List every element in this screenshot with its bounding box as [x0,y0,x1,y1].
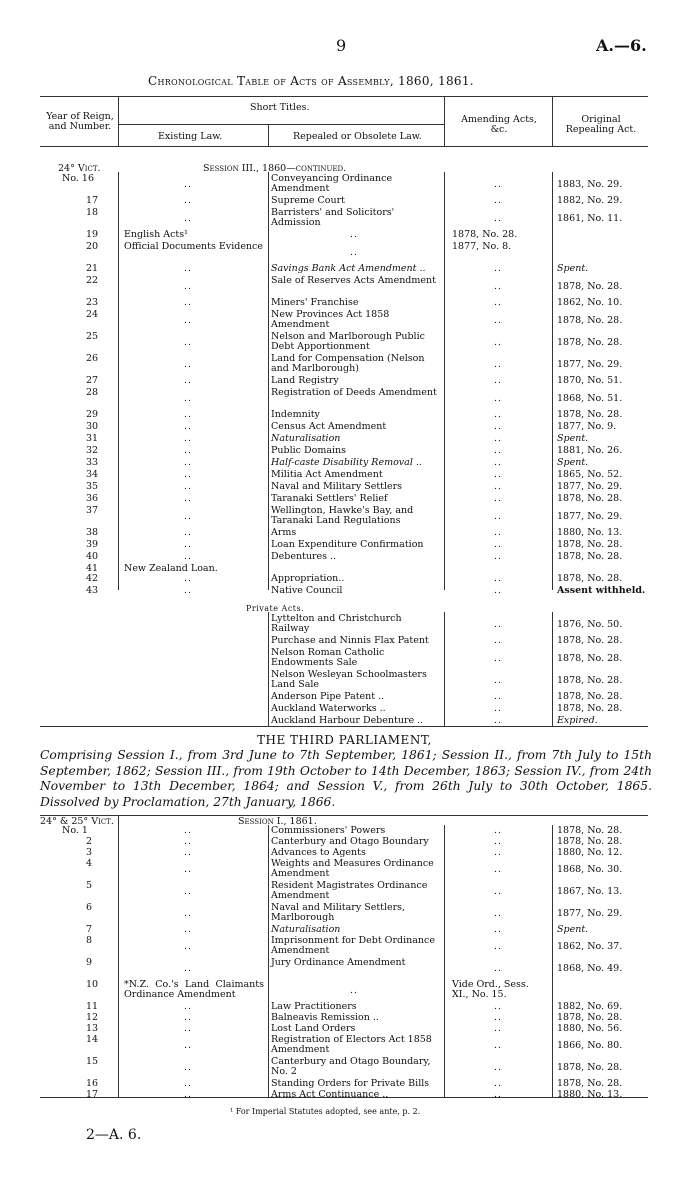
row-number: 27 [86,375,99,386]
repealed-law: Naturalisation [271,924,341,935]
row-number: 33 [86,457,99,468]
row-number: 13 [86,1023,99,1034]
amending-act: .. [494,675,503,686]
doc-ref: A.—6. [596,36,647,55]
row-number: 39 [86,539,99,550]
row-number: 30 [86,421,99,432]
repealed-law: Advances to Agents [271,847,366,858]
original-repealing-act: 1882, No. 29. [557,195,623,206]
amending-act: .. [494,315,503,326]
amending-act: .. [494,941,503,952]
repealed-law: Native Council [271,585,343,596]
original-repealing-act: 1877, No. 9. [557,421,617,432]
repealed-law: Wellington, Hawke's Bay, and Taranaki Land Regulations [271,505,414,526]
original-repealing-act: 1878, No. 28. [557,573,623,584]
existing-law: .. [184,864,193,875]
original-repealing-act: 1865, No. 52. [557,469,623,480]
original-repealing-act: 1878, No. 28. [557,1062,623,1073]
existing-law: .. [184,481,193,492]
repealed-law: Naturalisation [271,433,341,444]
amending-act: .. [494,963,503,974]
existing-law: .. [184,409,193,420]
amending-act: .. [494,213,503,224]
repealed-law: Conveyancing Ordinance Amendment [271,173,393,194]
footnote: ¹ For Imperial Statutes adopted, see ante, p. 2. [230,1107,421,1116]
amending-act: .. [494,481,503,492]
original-repealing-act: 1868, No. 30. [557,864,623,875]
original-repealing-act: 1862, No. 10. [557,297,623,308]
parliament-desc: Comprising Session I., from 3rd June to 7th September, 1861; Session II., from 7th July to 15th September, 1862; Session III., from 19th October to 14th December, 1863; Session IV., from 24th November to 13th December, 1864; and Session V., from 26th July to 30th October, 1865. Dissolved by Proclamation, 27th January, 1866. [40,748,652,809]
original-repealing-act: Spent. [557,263,589,274]
amending-act: .. [494,297,503,308]
repealed-law: Lyttelton and Christchurch Railway [271,613,402,634]
repealed-law: Imprisonment for Debt Ordinance Amendment [271,935,435,956]
row-number: 14 [86,1034,99,1045]
repealed-law: Canterbury and Otago Boundary, No. 2 [271,1056,431,1077]
existing-law: .. [184,551,193,562]
row-number: 40 [86,551,99,562]
amending-act: .. [494,359,503,370]
page-number: 9 [336,36,347,55]
repealed-law: Balneavis Remission .. [271,1012,379,1023]
row-number: 18 [86,207,99,218]
original-repealing-act: 1878, No. 28. [557,836,623,847]
row-number: 10 [86,979,99,990]
col-original-header: Original Repealing Act. [565,114,637,135]
repealed-law: .. [350,247,359,258]
original-repealing-act: 1878, No. 28. [557,1078,623,1089]
amending-act: .. [494,179,503,190]
amending-act: .. [494,908,503,919]
existing-law: .. [184,1001,193,1012]
existing-law: .. [184,573,193,584]
repealed-law: Anderson Pipe Patent .. [271,691,385,702]
amending-act: .. [494,457,503,468]
row-number: 5 [86,880,93,891]
amending-act: .. [494,493,503,504]
col-amending-header: Amending Acts, &c. [461,114,537,135]
repealed-law: Nelson Roman Catholic Endowments Sale [271,647,385,668]
repealed-law: Debentures .. [271,551,337,562]
row-number: 2 [86,836,93,847]
repealed-law: Commissioners' Powers [271,825,386,836]
row-number: 28 [86,387,99,398]
repealed-law: Lost Land Orders [271,1023,356,1034]
amending-act: .. [494,421,503,432]
amending-act: .. [494,1062,503,1073]
amending-act: .. [494,1023,503,1034]
existing-law: .. [184,847,193,858]
amending-act: .. [494,715,503,726]
original-repealing-act: 1878, No. 28. [557,539,623,550]
repealed-law: Nelson and Marlborough Public Debt Apportionment [271,331,425,352]
repealed-law: Registration of Electors Act 1858 Amendment [271,1034,432,1055]
amending-act: .. [494,195,503,206]
amending-act: .. [494,653,503,664]
parliament-title: THE THIRD PARLIAMENT, [257,733,432,747]
repealed-law: Militia Act Amendment [271,469,383,480]
original-repealing-act: Expired. [557,715,598,726]
existing-law: .. [184,585,193,596]
row-number: 11 [86,1001,99,1012]
amending-act: .. [494,1089,503,1100]
row-number: 29 [86,409,99,420]
amending-act: .. [494,691,503,702]
amending-act: .. [494,1012,503,1023]
amending-act: .. [494,825,503,836]
original-repealing-act: 1867, No. 13. [557,886,623,897]
row-number: 34 [86,469,99,480]
session1861-heading: Session I., 1861. [238,816,317,827]
original-repealing-act: 1880, No. 56. [557,1023,623,1034]
existing-law: .. [184,493,193,504]
existing-law: .. [184,213,193,224]
row-number: 3 [86,847,93,858]
repealed-law: Auckland Harbour Debenture .. [271,715,424,726]
repealed-law: Savings Bank Act Amendment .. [271,263,426,274]
amending-act: .. [494,445,503,456]
amending-act: .. [494,1078,503,1089]
row-number: 4 [86,858,93,869]
existing-law: .. [184,1089,193,1100]
row-number: 6 [86,902,93,913]
repealed-law: Land Registry [271,375,339,386]
repealed-law: Nelson Wesleyan Schoolmasters Land Sale [271,669,427,690]
amending-act: .. [494,864,503,875]
repealed-law: Naval and Military Settlers, Marlborough [271,902,406,923]
existing-law: .. [184,825,193,836]
existing-law: .. [184,359,193,370]
amending-act: .. [494,847,503,858]
original-repealing-act: Spent. [557,924,589,935]
row-number: 35 [86,481,99,492]
repealed-law: New Provinces Act 1858 Amendment [271,309,390,330]
row-number: 41 [86,563,99,574]
row-number: 42 [86,573,99,584]
amending-act: .. [494,539,503,550]
existing-law: .. [184,445,193,456]
row-number: 15 [86,1056,99,1067]
original-repealing-act: Spent. [557,433,589,444]
existing-law: .. [184,457,193,468]
existing-law: .. [184,908,193,919]
row-number: 21 [86,263,99,274]
row-number: 25 [86,331,99,342]
existing-law: .. [184,179,193,190]
amending-act: .. [494,1001,503,1012]
existing-law: .. [184,469,193,480]
row-number: 43 [86,585,99,596]
row-number: 36 [86,493,99,504]
amending-act: .. [494,337,503,348]
original-repealing-act: 1878, No. 28. [557,551,623,562]
amending-act: .. [494,433,503,444]
repealed-law: Barristers' and Solicitors' Admission [271,207,395,228]
repealed-law: Appropriation.. [271,573,345,584]
amending-act: .. [494,886,503,897]
amending-act: .. [494,836,503,847]
existing-law: .. [184,297,193,308]
existing-law: .. [184,433,193,444]
repealed-law: .. [350,229,359,240]
original-repealing-act: 1877, No. 29. [557,908,623,919]
row-number: No. 16 [62,173,94,184]
row-number: 26 [86,353,99,364]
amending-act: .. [494,1040,503,1051]
existing-law: .. [184,337,193,348]
row-number: 17 [86,195,99,206]
existing-law: .. [184,1023,193,1034]
original-repealing-act: 1878, No. 28. [557,281,623,292]
amending-act: .. [494,619,503,630]
original-repealing-act: 1862, No. 37. [557,941,623,952]
repealed-law: Half-caste Disability Removal .. [271,457,422,468]
amending-act: .. [494,703,503,714]
repealed-law: Resident Magistrates Ordinance Amendment [271,880,428,901]
existing-law: English Acts¹ [124,229,188,240]
session1861-reign: 24° & 25° Vict. [40,816,114,827]
amending-act: .. [494,469,503,480]
existing-law: Official Documents Evidence [124,241,263,252]
original-repealing-act: 1878, No. 28. [557,493,623,504]
existing-law: .. [184,393,193,404]
amending-act: 1878, No. 28. [452,229,518,240]
original-repealing-act: 1878, No. 28. [557,635,623,646]
amending-act: Vide Ord., Sess. XI., No. 15. [452,979,529,1000]
original-repealing-act: 1877, No. 29. [557,481,623,492]
row-number: 12 [86,1012,99,1023]
original-repealing-act: 1881, No. 26. [557,445,623,456]
original-repealing-act: 1878, No. 28. [557,337,623,348]
original-repealing-act: 1878, No. 28. [557,703,623,714]
row-number: 19 [86,229,99,240]
repealed-law: Auckland Waterworks .. [271,703,386,714]
original-repealing-act: 1880, No. 12. [557,847,623,858]
existing-law: .. [184,315,193,326]
col-short-titles-header: Short Titles. [250,102,310,113]
row-number: 9 [86,957,93,968]
amending-act: .. [494,635,503,646]
repealed-law: Registration of Deeds Amendment [271,387,437,398]
original-repealing-act: 1878, No. 28. [557,825,623,836]
repealed-law: Miners' Franchise [271,297,359,308]
row-number: 38 [86,527,99,538]
existing-law: .. [184,1062,193,1073]
repealed-law: Public Domains [271,445,347,456]
repealed-law: Taranaki Settlers' Relief [271,493,388,504]
row-number: 37 [86,505,99,516]
row-number: 22 [86,275,99,286]
existing-law: .. [184,195,193,206]
repealed-law: Supreme Court [271,195,345,206]
original-repealing-act: 1880, No. 13. [557,1089,623,1100]
amending-act: .. [494,551,503,562]
existing-law: .. [184,886,193,897]
existing-law: .. [184,963,193,974]
original-repealing-act: 1877, No. 29. [557,511,623,522]
repealed-law: Land for Compensation (Nelson and Marlborough) [271,353,425,374]
original-repealing-act: 1877, No. 29. [557,359,623,370]
original-repealing-act: 1878, No. 28. [557,675,623,686]
page-title: Chronological Table of Acts of Assembly, 1860, 1861. [148,74,474,88]
existing-law: .. [184,375,193,386]
existing-law: .. [184,941,193,952]
existing-law: .. [184,1012,193,1023]
amending-act: .. [494,527,503,538]
existing-law: .. [184,511,193,522]
row-number: 32 [86,445,99,456]
existing-law: .. [184,1040,193,1051]
repealed-law: Jury Ordinance Amendment [271,957,406,968]
col-repealed-header: Repealed or Obsolete Law. [293,131,422,142]
repealed-law: Indemnity [271,409,320,420]
original-repealing-act: 1870, No. 51. [557,375,623,386]
row-number: 16 [86,1078,99,1089]
session1860-reign: 24° Vict. [58,163,101,174]
original-repealing-act: 1878, No. 28. [557,409,623,420]
repealed-law: Census Act Amendment [271,421,387,432]
existing-law: .. [184,924,193,935]
repealed-law: Law Practitioners [271,1001,357,1012]
original-repealing-act: 1868, No. 49. [557,963,623,974]
row-number: 7 [86,924,93,935]
amending-act: .. [494,585,503,596]
original-repealing-act: 1878, No. 28. [557,315,623,326]
repealed-law: .. [350,985,359,996]
original-repealing-act: 1866, No. 80. [557,1040,623,1051]
row-number: 24 [86,309,99,320]
existing-law: New Zealand Loan. [124,563,218,574]
existing-law: .. [184,539,193,550]
existing-law: .. [184,1078,193,1089]
amending-act: .. [494,924,503,935]
amending-act: .. [494,511,503,522]
original-repealing-act: 1861, No. 11. [557,213,623,224]
existing-law: .. [184,421,193,432]
repealed-law: Standing Orders for Private Bills [271,1078,430,1089]
row-number: 17 [86,1089,99,1100]
repealed-law: Arms [271,527,297,538]
repealed-law: Canterbury and Otago Boundary [271,836,429,847]
original-repealing-act: 1882, No. 69. [557,1001,623,1012]
repealed-law: Purchase and Ninnis Flax Patent [271,635,429,646]
row-number: 23 [86,297,99,308]
original-repealing-act: Assent withheld. [557,585,646,596]
repealed-law: Arms Act Continuance .. [271,1089,389,1100]
amending-act: .. [494,263,503,274]
existing-law: .. [184,527,193,538]
repealed-law: Weights and Measures Ordinance Amendment [271,858,434,879]
amending-act: .. [494,409,503,420]
original-repealing-act: 1883, No. 29. [557,179,623,190]
repealed-law: Naval and Military Settlers [271,481,403,492]
original-repealing-act: 1878, No. 28. [557,691,623,702]
amending-act: .. [494,375,503,386]
col-year-header: Year of Reign, and Number. [46,111,114,132]
existing-law: .. [184,281,193,292]
signature-mark: 2—A. 6. [86,1127,142,1143]
amending-act: .. [494,393,503,404]
existing-law: .. [184,836,193,847]
original-repealing-act: 1868, No. 51. [557,393,623,404]
row-number: 20 [86,241,99,252]
original-repealing-act: 1878, No. 28. [557,1012,623,1023]
amending-act: 1877, No. 8. [452,241,512,252]
session1860-heading: Session III., 1860—continued. [203,163,347,174]
original-repealing-act: Spent. [557,457,589,468]
original-repealing-act: 1878, No. 28. [557,653,623,664]
amending-act: .. [494,573,503,584]
existing-law: .. [184,263,193,274]
row-number: 31 [86,433,99,444]
private-acts-heading: Private Acts. [246,604,305,613]
original-repealing-act: 1880, No. 13. [557,527,623,538]
existing-law: *N.Z. Co.'s Land Claimants Ordinance Amendment [124,979,264,1000]
row-number: 8 [86,935,93,946]
repealed-law: Loan Expenditure Confirmation [271,539,424,550]
original-repealing-act: 1876, No. 50. [557,619,623,630]
row-number: No. 1 [62,825,88,836]
amending-act: .. [494,281,503,292]
repealed-law: Sale of Reserves Acts Amendment [271,275,436,286]
col-existing-header: Existing Law. [158,131,223,142]
